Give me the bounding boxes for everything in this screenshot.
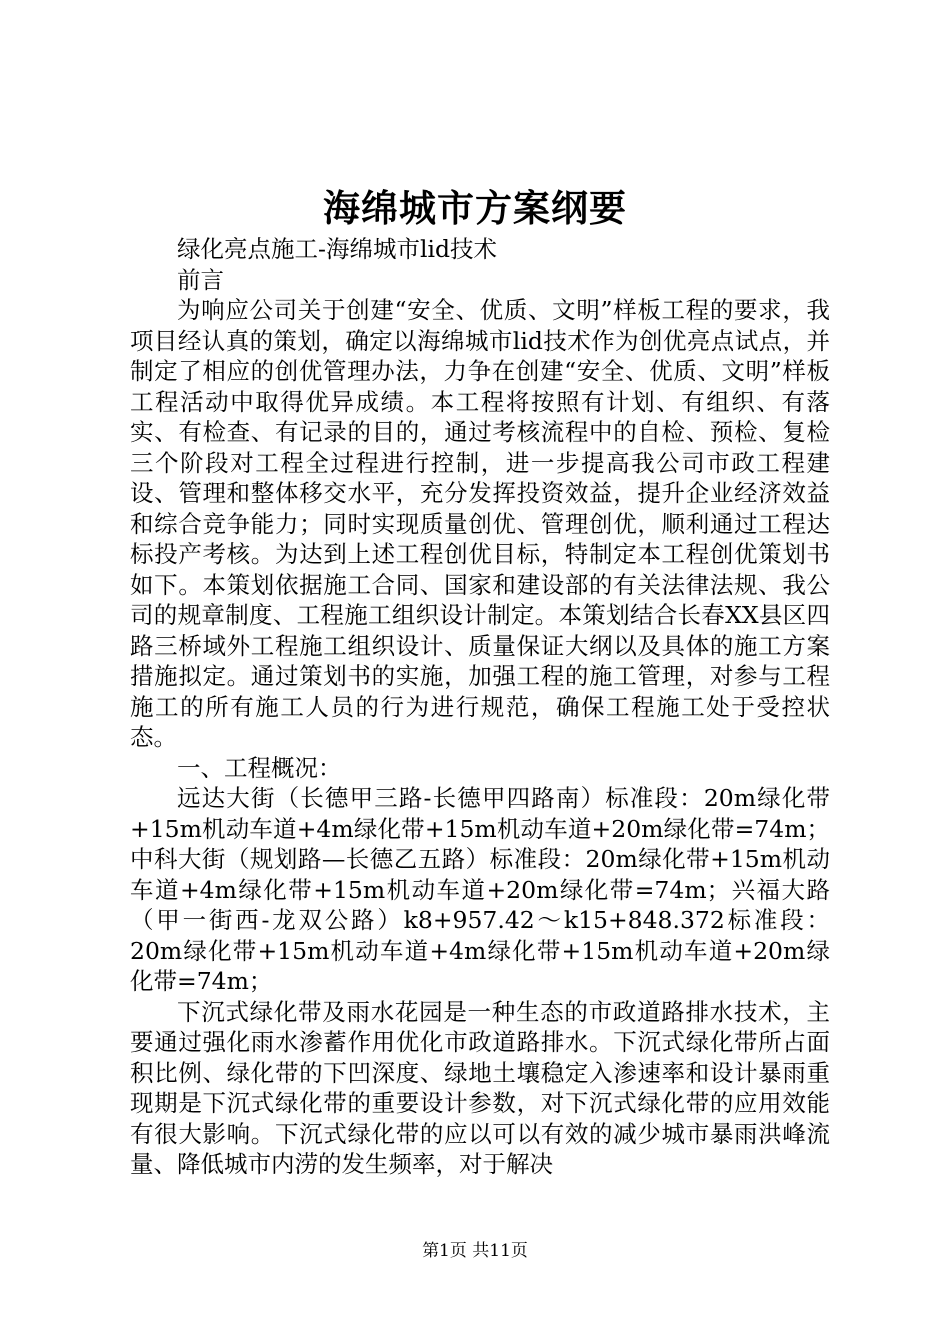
preface-heading: 前言 xyxy=(177,265,224,294)
document-body xyxy=(130,234,830,1180)
green-belt-paragraph: 下沉式绿化带及雨水花园是一种生态的市政道路排水技术，主要通过强化雨水渗蓄作用优化市政道路排水。下沉式绿化带所占面积比例、绿化带的下凹深度、绿地土壤稳定入渗速率和设计暴雨重现期是下沉式绿化带的重要设计参数，对下沉式绿化带的应用效能有很大影响。下沉式绿化带的应以可以有效的减少城市暴雨洪峰流量、降低城市内涝的发生频率，对于解决 xyxy=(130,997,830,1178)
preface-paragraph: 为响应公司关于创建“安全、优质、文明”样板工程的要求，我项目经认真的策划，确定以海绵城市lid技术作为创优亮点试点，并制定了相应的创优管理办法，力争在创建“安全、优质、文明”样板工程活动中取得优异成绩。本工程将按照有计划、有组织、有落实、有检查、有记录的目的，通过考核流程中的自检、预检、复检三个阶段对工程全过程进行控制，进一步提高我公司市政工程建设、管理和整体移交水平，充分发挥投资效益，提升企业经济效益和综合竞争能力；同时实现质量创优、管理创优，顺利通过工程达标投产考核。为达到上述工程创优目标，特制定本工程创优策划书如下。本策划依据施工合同、国家和建设部的有关法律法规、我公司的规章制度、工程施工组织设计制定。本策划结合长春XX县区四路三桥域外工程施工组织设计、质量保证大纲以及具体的施工方案措施拟定。通过策划书的实施，加强工程的施工管理，对参与工程施工的所有施工人员的行为进行规范，确保工程施工处于受控状态。 xyxy=(130,296,830,751)
page-footer: 第1页 共11页 xyxy=(422,1241,528,1261)
subtitle-paragraph: 绿化亮点施工-海绵城市lid技术 xyxy=(177,235,498,263)
section-heading-overview: 一、工程概况： xyxy=(177,753,342,782)
overview-paragraph: 远达大街（长德甲三路-长德甲四路南）标准段：20m绿化带+15m机动车道+4m绿化带+15m机动车道+20m绿化带=74m；中科大街（规划路—长德乙五路）标准段：20m绿化带+15m机动车道+4m绿化带+15m机动车道+20m绿化带=74m；兴福大路（甲一街西-龙双公路）k8+957.42～k15+848.372标准段：20m绿化带+15m机动车道+4m绿化带+15m机动车道+20m绿化带=74m； xyxy=(130,784,830,995)
document-title: 海绵城市方案纲要 xyxy=(323,186,627,230)
